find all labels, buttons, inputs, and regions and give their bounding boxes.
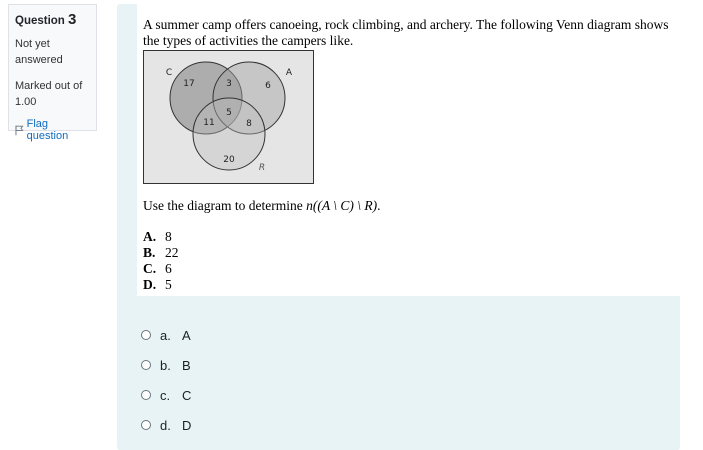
venn-value-c-a-r: 5 (226, 108, 232, 118)
question-number: 3 (68, 11, 77, 28)
state-line-2: answered (15, 54, 63, 66)
answer-option-c[interactable] (141, 380, 191, 410)
question-grade (15, 78, 90, 110)
radio-button-a[interactable] (141, 330, 151, 340)
intro-line-1: A summer camp offers canoeing, rock climbing, and archery. The following Venn diagram shows (143, 17, 669, 32)
choice-item (143, 229, 179, 245)
answer-label: D (182, 417, 192, 433)
answer-letter: b. (160, 357, 171, 373)
answer-letter: a. (160, 327, 171, 343)
venn-diagram (143, 50, 315, 184)
radio-button-d[interactable] (141, 420, 151, 430)
state-line-1: Not yet (15, 38, 50, 50)
answer-label: C (182, 387, 192, 403)
question-content (117, 4, 680, 450)
answer-letter: c. (160, 387, 171, 403)
choice-letter: B. (143, 245, 156, 260)
question-label: Question (15, 15, 65, 27)
question-state (15, 36, 90, 68)
grade-line-2: 1.00 (15, 96, 37, 108)
answer-label: B (182, 357, 191, 373)
flag-question-link[interactable] (15, 118, 90, 142)
choice-item (143, 261, 179, 277)
flag-icon (15, 125, 24, 136)
radio-button-b[interactable] (141, 360, 151, 370)
venn-value-r-only: 20 (223, 155, 235, 165)
question-text (137, 4, 680, 296)
answer-letter: d. (160, 417, 171, 433)
choice-item (143, 245, 179, 261)
answer-option-a[interactable] (141, 320, 191, 350)
radio-button-c[interactable] (141, 390, 151, 400)
choice-value: 5 (165, 277, 172, 292)
answer-option-d[interactable] (141, 410, 191, 440)
venn-value-c-only: 17 (183, 79, 195, 89)
choice-letter: C. (143, 261, 157, 276)
choice-value: 22 (165, 245, 179, 260)
question-info-panel (8, 4, 97, 142)
question-number-heading (15, 11, 90, 28)
choice-letter: D. (143, 277, 157, 292)
venn-value-c-a: 3 (226, 79, 232, 89)
instruction-suffix: . (377, 198, 381, 213)
venn-label-c: C (165, 68, 173, 78)
question-intro (143, 17, 683, 49)
question-instruction (143, 198, 380, 214)
venn-label-a: A (285, 68, 293, 78)
choice-value: 8 (165, 229, 172, 244)
answer-label: A (182, 327, 191, 343)
choice-item (143, 277, 179, 293)
choice-letter: A. (143, 229, 157, 244)
answer-option-b[interactable] (141, 350, 191, 380)
venn-label-r: R (258, 163, 266, 173)
flag-question-label: Flag question (26, 118, 69, 142)
choice-value: 6 (165, 261, 172, 276)
grade-line-1: Marked out of (15, 80, 83, 92)
intro-line-2: the types of activities the campers like. (143, 33, 354, 48)
venn-value-c-r: 11 (203, 118, 215, 128)
choice-list (143, 229, 179, 293)
venn-value-a-r: 8 (246, 119, 252, 129)
instruction-math: n((A \ C) \ R) (306, 198, 378, 213)
answer-options (141, 320, 191, 440)
instruction-prefix: Use the diagram to determine (143, 198, 307, 213)
venn-value-a-only: 6 (265, 81, 271, 91)
